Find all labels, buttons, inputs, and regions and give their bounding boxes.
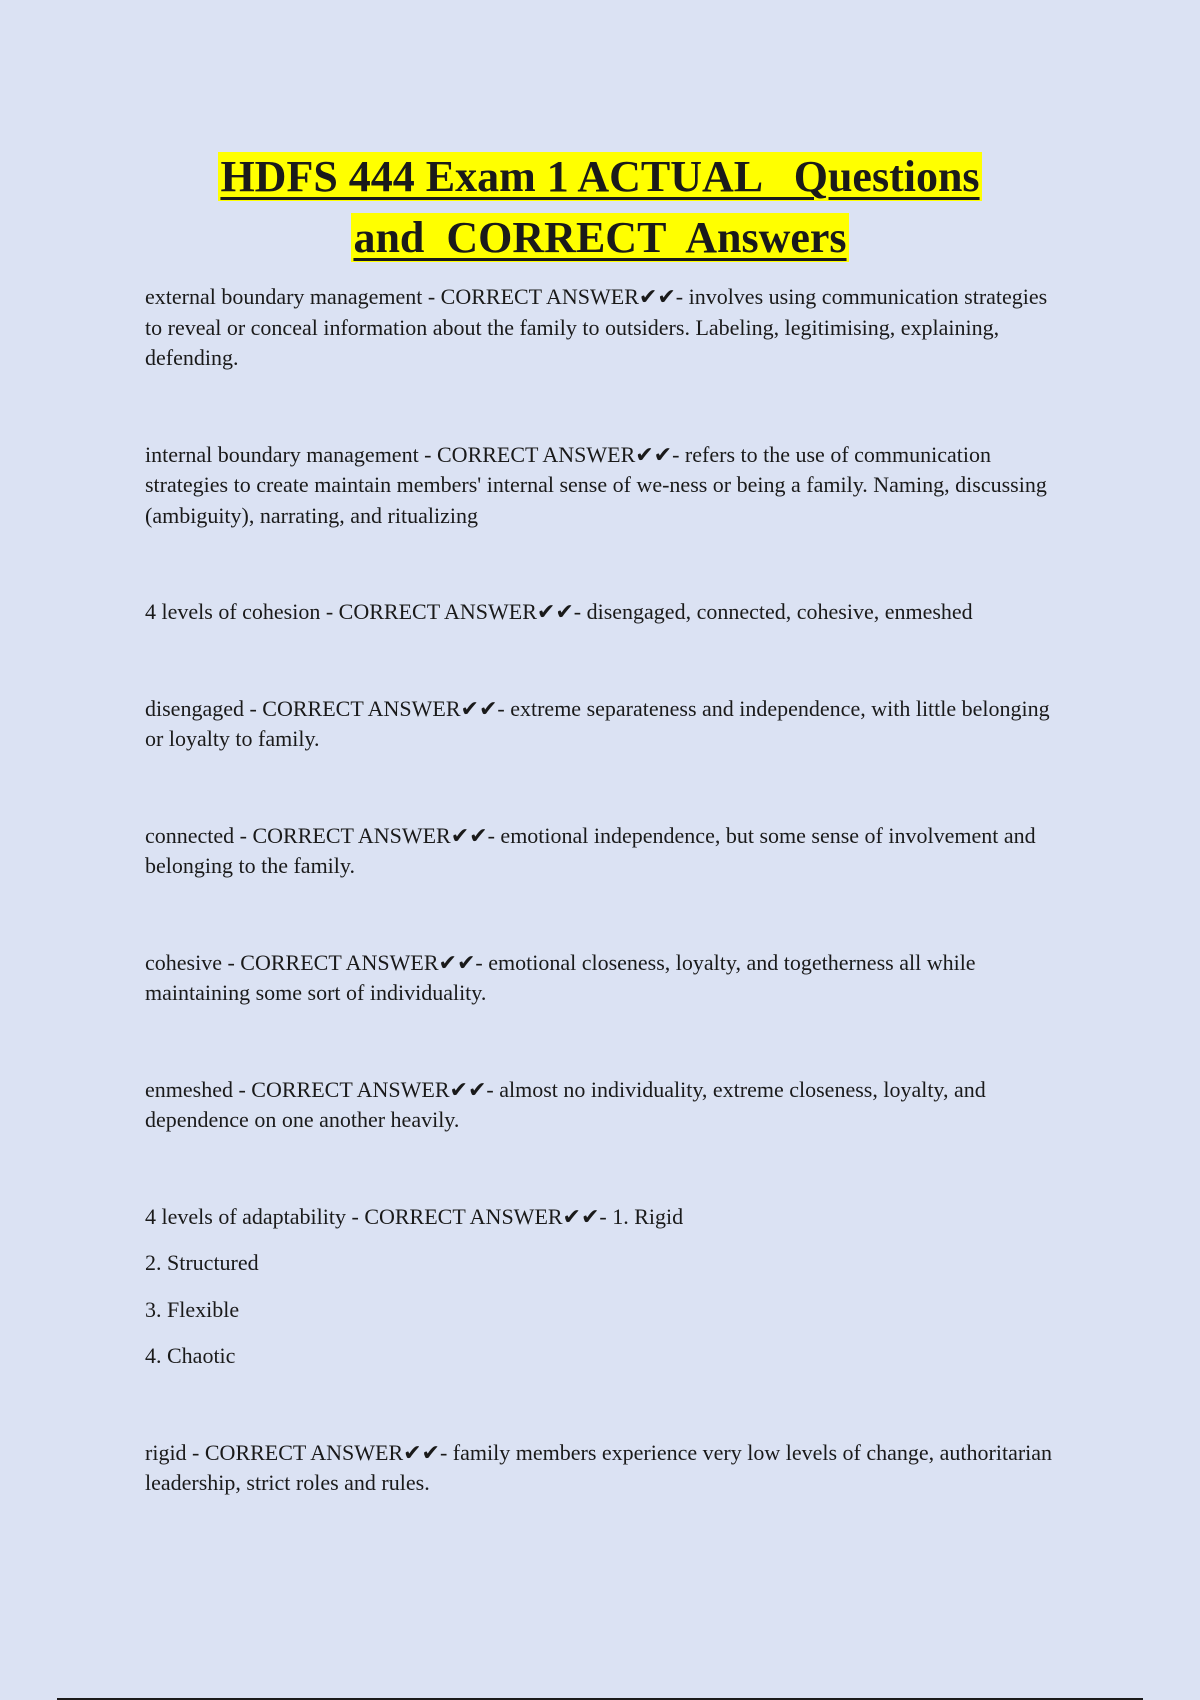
entry-text: 4 levels of adaptability - CORRECT ANSWER✔✔- 1. Rigid [145, 1203, 684, 1229]
qa-entry [145, 282, 1065, 374]
entry-text: cohesive - CORRECT ANSWER✔✔- emotional closeness, loyalty, and togetherness all while maintaining some sort of individuality. [145, 949, 976, 1005]
title-line-2: and CORRECT Answers [353, 213, 847, 262]
qa-entry [145, 597, 1065, 628]
page-title [0, 146, 1200, 268]
title-line-1: HDFS 444 Exam 1 ACTUAL Questions [220, 152, 980, 201]
entry-text: external boundary management - CORRECT ANSWER✔✔- involves using communication strategies to reveal or conceal information about the family to outsiders. Labeling, legitimising, explaining, defending. [145, 284, 1048, 370]
qa-entry [145, 948, 1065, 1009]
qa-entries [145, 282, 1065, 1565]
qa-entry [145, 694, 1065, 755]
qa-entry [145, 1438, 1065, 1499]
entry-text: 4 levels of cohesion - CORRECT ANSWER✔✔- disengaged, connected, cohesive, enmeshed [145, 599, 973, 624]
qa-entry [145, 1075, 1065, 1136]
entry-text: enmeshed - CORRECT ANSWER✔✔- almost no individuality, extreme closeness, loyalty, and dependence on one another heavily. [145, 1076, 986, 1132]
list-item: 4. Chaotic [145, 1343, 236, 1368]
entry-text: connected - CORRECT ANSWER✔✔- emotional independence, but some sense of involvement and belonging to the family. [145, 822, 1036, 878]
qa-entry [145, 821, 1065, 882]
qa-entry [145, 1202, 1065, 1372]
qa-entry [145, 440, 1065, 532]
entry-text: internal boundary management - CORRECT ANSWER✔✔- refers to the use of communication strategies to create maintain members' internal sense of we-ness or being a family. Naming, discussing (ambiguity), narrating, and ritualizing [145, 441, 1047, 528]
entry-text: disengaged - CORRECT ANSWER✔✔- extreme separateness and independence, with little belonging or loyalty to family. [145, 695, 1050, 751]
list-item: 3. Flexible [145, 1296, 240, 1322]
entry-text: rigid - CORRECT ANSWER✔✔- family members experience very low levels of change, authoritarian leadership, strict roles and rules. [145, 1439, 1053, 1495]
list-item: 2. Structured [145, 1250, 259, 1275]
